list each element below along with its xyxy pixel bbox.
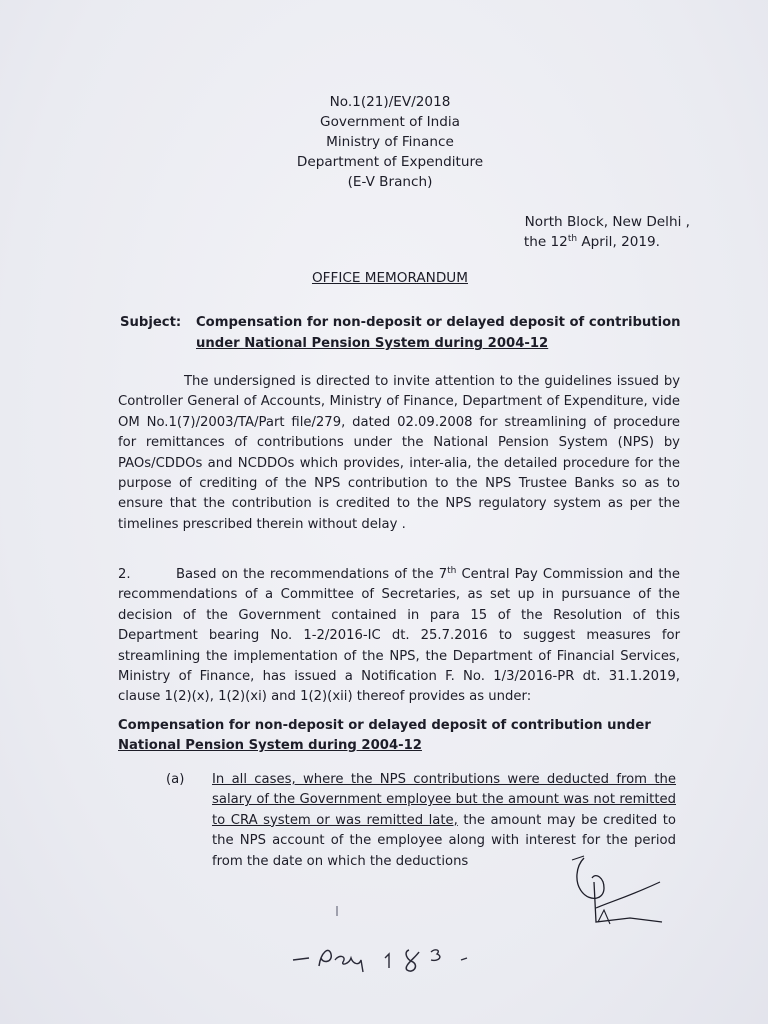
section-heading-line-2: National Pension System during 2004-12 [118,738,422,753]
paragraph-2: 2. Based on the recommendations of the 7th Central Pay Commission and the recommendations of a Committee of Secretaries, as set up in pursuance of the decision of the Government contained in para 15 of the Resolution of this Department bearing No. 1-2/2016-IC dt. 25.7.2016 to suggest measures for streamlining the implementation of the NPS, the Department of Financial Services, Ministry of Finance, has issued a Notification F. No. 1/3/2016-PR dt. 31.1.2019, clause 1(2)(x), 1(2)(xi) and 1(2)(xii) thereof provides as under: [118,566,680,705]
paragraph-1-text: The undersigned is directed to invite attention to the guidelines issued by Controller General of Accounts, Ministry of Finance, Department of Expenditure, vide OM No.1(7)/2003/TA/Part file/279, dated 02.09.2008 for streamlining of procedure for remittances of contributions under the National Pension System (NPS) by PAOs/CDDOs and NCDDOs which provides, inter-alia, the detailed procedure for the purpose of crediting of the NPS contribution to the NPS Trustee Banks so as to ensure that the contribution is credited to the NPS regulatory system as per the timelines prescribed therein without delay . [118,374,680,532]
reference-number: No.1(21)/EV/2018 [329,94,451,110]
handwritten-page-number [285,938,485,978]
scan-speck [336,906,338,916]
section-heading-line-1: Compensation for non-deposit or delayed deposit of contribution under [118,718,651,733]
place-and-date [470,212,690,252]
signature-mark [570,852,680,932]
subject-line-1: Compensation for non-deposit or delayed deposit of contribution [196,315,681,330]
clause-a-marker: (a) [166,772,185,787]
memo-title: OFFICE MEMORANDUM [311,270,468,286]
letterhead [230,92,550,192]
subject-label: Subject: [120,315,182,330]
subject-block [120,312,685,354]
ministry-line: Ministry of Finance [326,134,454,150]
clause-a-text: In all cases, where the NPS contributions were deducted from the salary of the Government employee but the amount was not remitted to CRA system or was remitted late, the amount may be credited to the NPS account of the employee along with interest for the period from the date on which the deductions [212,772,676,869]
paragraph-1 [118,372,680,535]
section-heading [118,716,680,756]
department-line: Department of Expenditure [296,154,484,170]
paragraph-2-number: 2. [118,567,131,582]
government-line: Government of India [320,114,460,130]
date: the 12th April, 2019. [523,234,660,250]
subject-line-2: under National Pension System during 2004-12 [196,336,549,351]
location: North Block, New Delhi , [524,214,690,230]
branch-line: (E-V Branch) [347,174,433,190]
